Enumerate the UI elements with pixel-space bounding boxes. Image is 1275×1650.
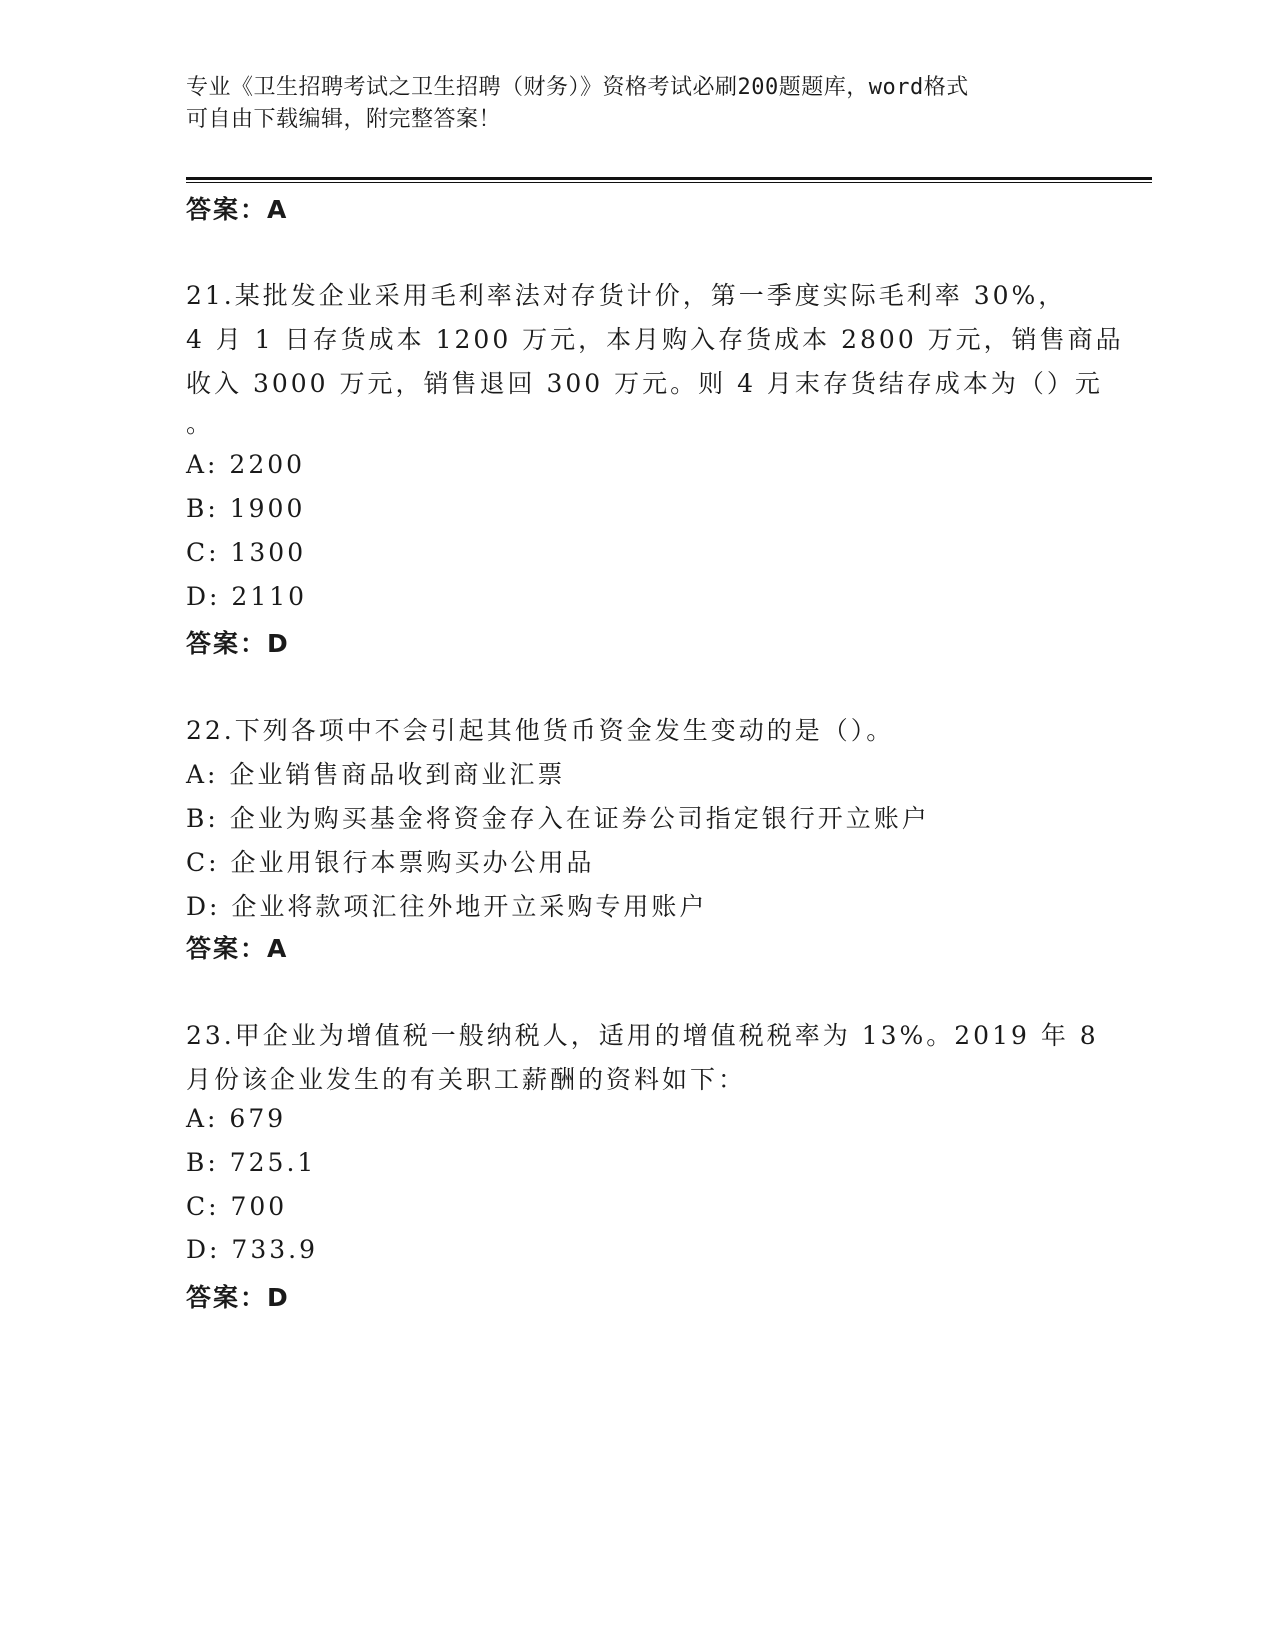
option-c: C: 700 (186, 1192, 288, 1221)
option-b: B: 企业为购买基金将资金存入在证券公司指定银行开立账户 (186, 804, 930, 833)
answer: 答案：D (186, 1283, 290, 1312)
question-stem: 22.下列各项中不会引起其他货币资金发生变动的是（）。 (186, 716, 895, 745)
header-line-2: 可自由下载编辑，附完整答案！ (186, 107, 502, 132)
option-c: C: 企业用银行本票购买办公用品 (186, 848, 595, 877)
option-d: D: 733.9 (186, 1235, 318, 1264)
option-a: A: 企业销售商品收到商业汇票 (186, 760, 566, 789)
option-d: D: 2110 (186, 582, 308, 611)
question-stem: 4 月 1 日存货成本 1200 万元，本月购入存货成本 2800 万元，销售商品 (186, 325, 1124, 354)
question-stem: 。 (186, 409, 215, 438)
answer: 答案：D (186, 629, 290, 658)
header-rule (186, 177, 1152, 180)
answer: 答案：A (186, 934, 289, 963)
option-d: D: 企业将款项汇往外地开立采购专用账户 (186, 892, 708, 921)
option-a: A: 2200 (186, 450, 306, 479)
header-line-1: 专业《卫生招聘考试之卫生招聘（财务）》资格考试必刷200题题库，word格式 (186, 75, 969, 100)
prev-answer: 答案：A (186, 195, 289, 224)
question-stem: 23.甲企业为增值税一般纳税人，适用的增值税税率为 13%。2019 年 8 (186, 1021, 1099, 1050)
question-stem: 月份该企业发生的有关职工薪酬的资料如下： (186, 1065, 747, 1094)
option-a: A: 679 (186, 1104, 287, 1133)
question-stem: 21.某批发企业采用毛利率法对存货计价，第一季度实际毛利率 30%， (186, 281, 1067, 310)
option-b: B: 1900 (186, 494, 306, 523)
header-rule-thin (186, 182, 1152, 183)
document-header (186, 72, 1086, 136)
option-c: C: 1300 (186, 538, 307, 567)
option-b: B: 725.1 (186, 1148, 317, 1177)
question-stem: 收入 3000 万元，销售退回 300 万元。则 4 月末存货结存成本为（）元 (186, 369, 1103, 398)
